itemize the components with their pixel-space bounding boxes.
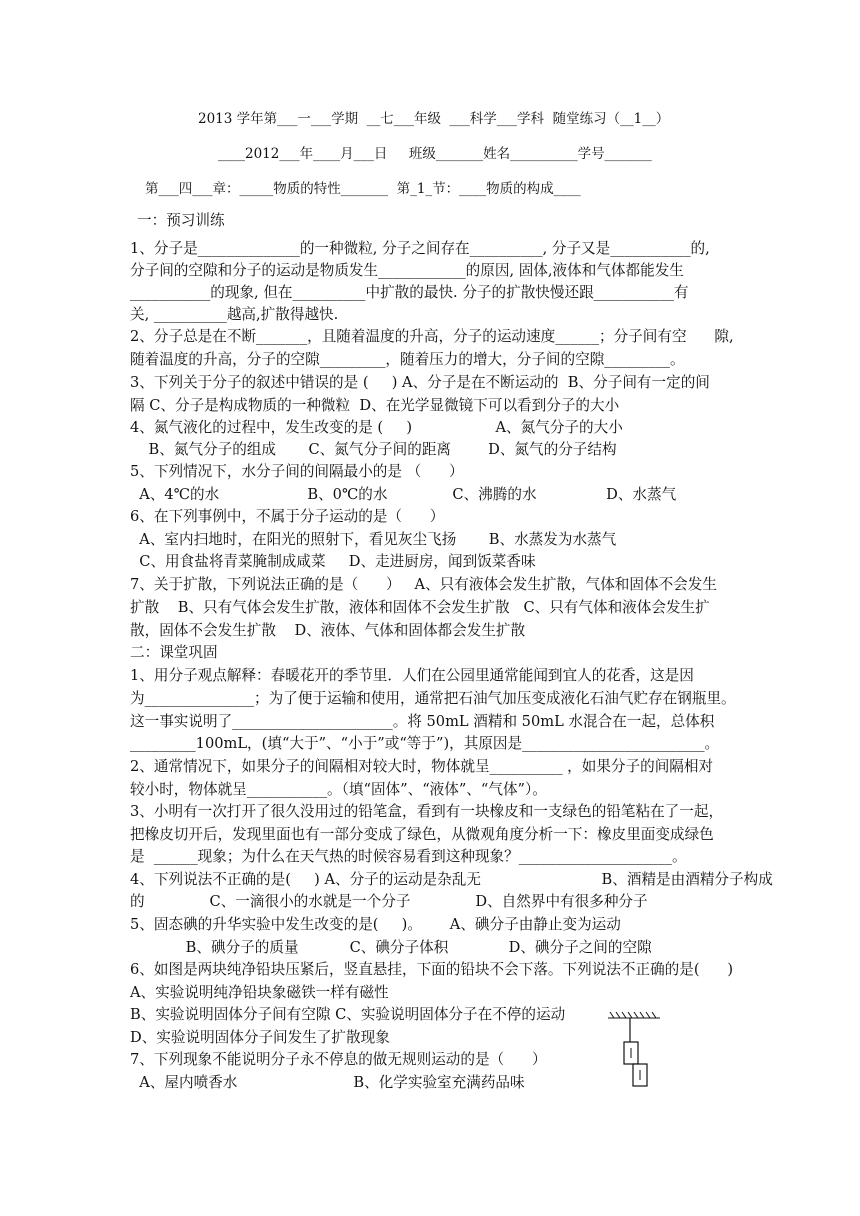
q1-4-line1: 4、氮气液化的过程中，发生改变的是 ( ) A、氮气分子的大小: [130, 419, 623, 436]
q2-2-line2: 较小时，物体就呈___________。（填“固体”、“液体”、“气体”）。: [130, 781, 547, 798]
header-line-1: 2013 学年第___一___学期 __七___年级 ___科学___学科 随堂练习（__1__）: [198, 111, 670, 127]
q1-6-options-1: A、室内扫地时，在阳光的照射下，看见灰尘飞扬 B、水蒸发为水蒸气: [130, 531, 617, 548]
q1-7-line3: 散，固体不会发生扩散 D、液体、气体和固体都会发生扩散: [130, 622, 526, 639]
q2-6-option-a: A、实验说明纯净铅块象磁铁一样有磁性: [130, 984, 389, 1001]
q1-1-line1: 1、分子是______________的一种微粒, 分子之间存在__________, 分子又是___________的,: [130, 240, 710, 257]
q1-1-line2: 分子间的空隙和分子的运动是物质发生____________的原因, 固体,液体和气体都能发生: [130, 262, 684, 279]
section-1-title: 一：预习训练: [137, 212, 225, 229]
q2-7-options: A、屋内喷香水 B、化学实验室充满药品味: [130, 1074, 525, 1091]
q2-5-line1: 5、固态碘的升华实验中发生改变的是( )。 A、碘分子由静止变为运动: [130, 916, 621, 933]
q1-4-line2: B、氮气分子的组成 C、氮气分子间的距离 D、氮气的分子结构: [130, 441, 617, 458]
section-2-title: 二：课堂巩固: [130, 644, 218, 661]
q1-2-line1: 2、分子总是在不断_______，且随着温度的升高，分子的运动速度______；分子间有空 隙,: [130, 328, 734, 345]
q2-4-line2: 的 C、一滴很小的水就是一个分子 D、自然界中有很多种分子: [130, 893, 648, 910]
q2-3-line2: 把橡皮切开后，发现里面也有一部分变成了绿色，从微观角度分析一下：橡皮里面变成绿色: [130, 826, 714, 843]
q1-7-line1: 7、关于扩散，下列说法正确的是（ ） A、只有液体会发生扩散，气体和固体不会发生: [130, 576, 717, 593]
q2-1-line3: 这一事实说明了______________________。将 50mL 酒精和 50mL 水混合在一起，总体积: [130, 713, 715, 730]
lead-blocks-figure: [606, 1010, 662, 1088]
q2-5-options: B、碘分子的质量 C、碘分子体积 D、碘分子之间的空隙: [130, 939, 652, 956]
header-line-3: 第___四___章：_____物质的特性_______ 第_1_节：____物质的构成____: [145, 181, 581, 197]
q2-3-line1: 3、小明有一次打开了很久没用过的铅笔盒，看到有一块橡皮和一支绿色的铅笔粘在了一起，: [130, 803, 724, 820]
q2-3-line3: 是 ______现象；为什么在天气热的时候容易看到这种现象？_____________________。: [130, 848, 687, 865]
q1-5-line1: 5、下列情况下，水分子间的间隔最小的是 （ ）: [130, 463, 464, 480]
q1-6-line1: 6、在下列事例中，不属于分子运动的是（ ）: [130, 508, 445, 525]
q2-1-line1: 1、用分子观点解释：春暖花开的季节里．人们在公园里通常能闻到宜人的花香，这是因: [130, 667, 694, 684]
q2-6-option-bc: B、实验说明固体分子间有空隙 C、实验说明固体分子在不停的运动: [130, 1006, 566, 1023]
q2-6-line1: 6、如图是两块纯净铅块压紧后，竖直悬挂，下面的铅块不会下落。下列说法不正确的是( ): [130, 961, 734, 978]
q1-5-options: A、4℃的水 B、0℃的水 C、沸腾的水 D、水蒸气: [130, 486, 677, 503]
q1-2-line2: 随着温度的升高，分子的空隙_________，随着压力的增大，分子间的空隙_________。: [130, 351, 685, 368]
q2-7-line1: 7、下列现象不能说明分子永不停息的做无规则运动的是（ ）: [130, 1051, 547, 1068]
q2-1-line2: 为_______________；为了便于运输和使用，通常把石油气加压变成液化石油气贮存在钢瓶里。: [130, 690, 736, 707]
q2-4-line1: 4、下列说法不正确的是( ) A、分子的运动是杂乱无 B、酒精是由酒精分子构成: [130, 871, 773, 888]
q1-6-options-2: C、用食盐将青菜腌制成咸菜 D、走进厨房，闻到饭菜香味: [130, 553, 536, 570]
q2-6-option-d: D、实验说明固体分子间发生了扩散现象: [130, 1029, 390, 1046]
q1-1-line4: 关, __________越高,扩散得越快.: [130, 306, 339, 323]
q1-1-line3: ___________的现象, 但在__________中扩散的最快. 分子的扩散快慢还跟___________有: [130, 284, 689, 301]
ceiling-support: [608, 1012, 660, 1018]
q2-1-line4: _________100mL，(填“大于”、“小于”或“等于”)，其原因是_________________________。: [130, 735, 720, 752]
q1-3-line2: 隔 C、分子是构成物质的一种微粒 D、在光学显微镜下可以看到分子的大小: [130, 397, 620, 414]
q1-7-line2: 扩散 B、只有气体会发生扩散，液体和固体不会发生扩散 C、只有气体和液体会发生扩: [130, 599, 710, 616]
q2-2-line1: 2、通常情况下，如果分子的间隔相对较大时，物体就呈__________ ，如果分子的间隔相对: [130, 758, 714, 775]
header-line-2: ____2012___年____月___日 班级_______姓名__________学号_______: [218, 146, 652, 162]
q1-3-line1: 3、下列关于分子的叙述中错误的是 ( ) A、分子是在不断运动的 B、分子间有一定的间: [130, 374, 710, 391]
